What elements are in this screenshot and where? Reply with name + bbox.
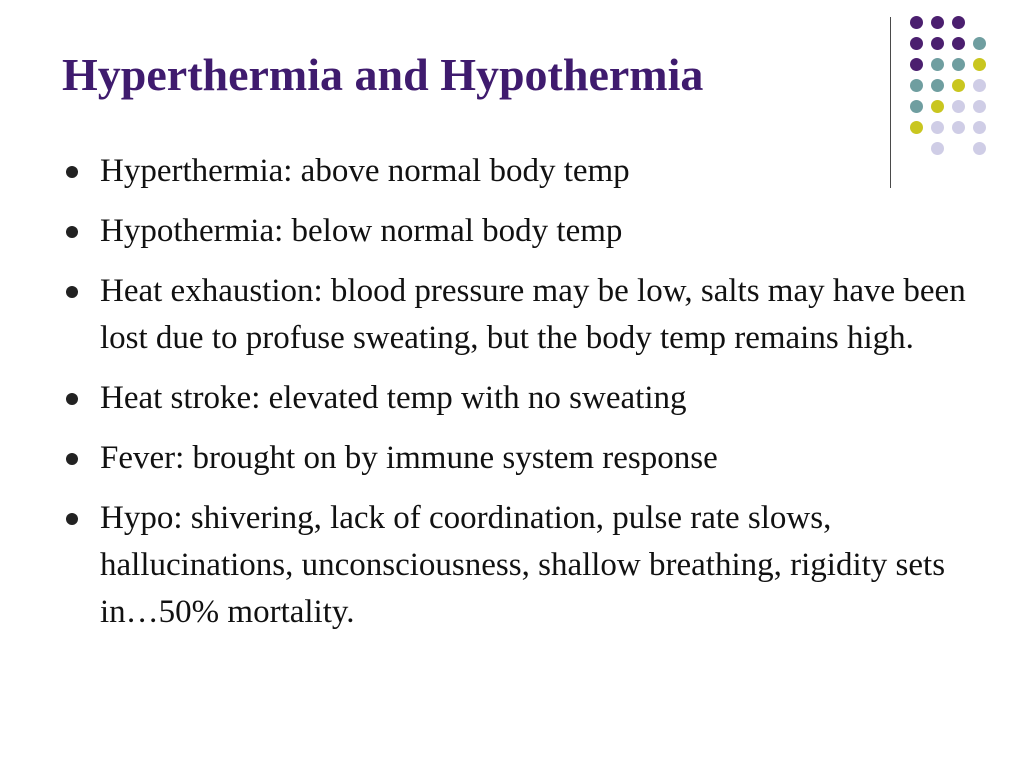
dot-teal xyxy=(931,58,944,71)
dot-lavender xyxy=(952,121,965,134)
bullet-dot-icon xyxy=(66,393,78,405)
dot-purple xyxy=(910,58,923,71)
bullet-dot-icon xyxy=(66,226,78,238)
dot-teal xyxy=(910,79,923,92)
bullet-dot-icon xyxy=(66,513,78,525)
dot-purple xyxy=(952,16,965,29)
dot-lavender xyxy=(973,79,986,92)
dot-lime xyxy=(931,100,944,113)
bullet-item xyxy=(62,375,982,422)
dot-purple xyxy=(952,37,965,50)
bullet-text: Heat stroke: elevated temp with no sweating xyxy=(100,380,687,416)
dot-teal xyxy=(973,37,986,50)
bullet-item xyxy=(62,208,982,255)
dot-purple xyxy=(910,16,923,29)
dot-purple xyxy=(931,16,944,29)
dot-teal xyxy=(910,100,923,113)
bullet-text: Heat exhaustion: blood pressure may be low, salts may have been lost due to profuse sweating, but the body temp remains high. xyxy=(100,273,966,356)
bullet-text: Fever: brought on by immune system response xyxy=(100,440,718,476)
slide-title: Hyperthermia and Hypothermia xyxy=(62,49,704,100)
bullet-item xyxy=(62,268,982,362)
bullet-item xyxy=(62,495,982,636)
dot-purple xyxy=(910,37,923,50)
bullet-item xyxy=(62,435,982,482)
dot-purple xyxy=(931,37,944,50)
bullet-dot-icon xyxy=(66,166,78,178)
bullet-item xyxy=(62,148,982,195)
dot-teal xyxy=(931,79,944,92)
bullet-text: Hypo: shivering, lack of coordination, pulse rate slows, hallucinations, unconsciousness, shallow breathing, rigidity sets in…50% mortality. xyxy=(100,500,946,630)
bullet-text: Hyperthermia: above normal body temp xyxy=(100,153,630,189)
dot-lime xyxy=(910,121,923,134)
dot-teal xyxy=(952,58,965,71)
dot-lavender xyxy=(973,100,986,113)
bullet-list xyxy=(62,148,982,649)
bullet-text: Hypothermia: below normal body temp xyxy=(100,213,623,249)
dot-lavender xyxy=(931,121,944,134)
bullet-dot-icon xyxy=(66,453,78,465)
dot-lavender xyxy=(952,100,965,113)
dot-lime xyxy=(973,58,986,71)
bullet-dot-icon xyxy=(66,286,78,298)
dot-lime xyxy=(952,79,965,92)
dot-lavender xyxy=(973,121,986,134)
